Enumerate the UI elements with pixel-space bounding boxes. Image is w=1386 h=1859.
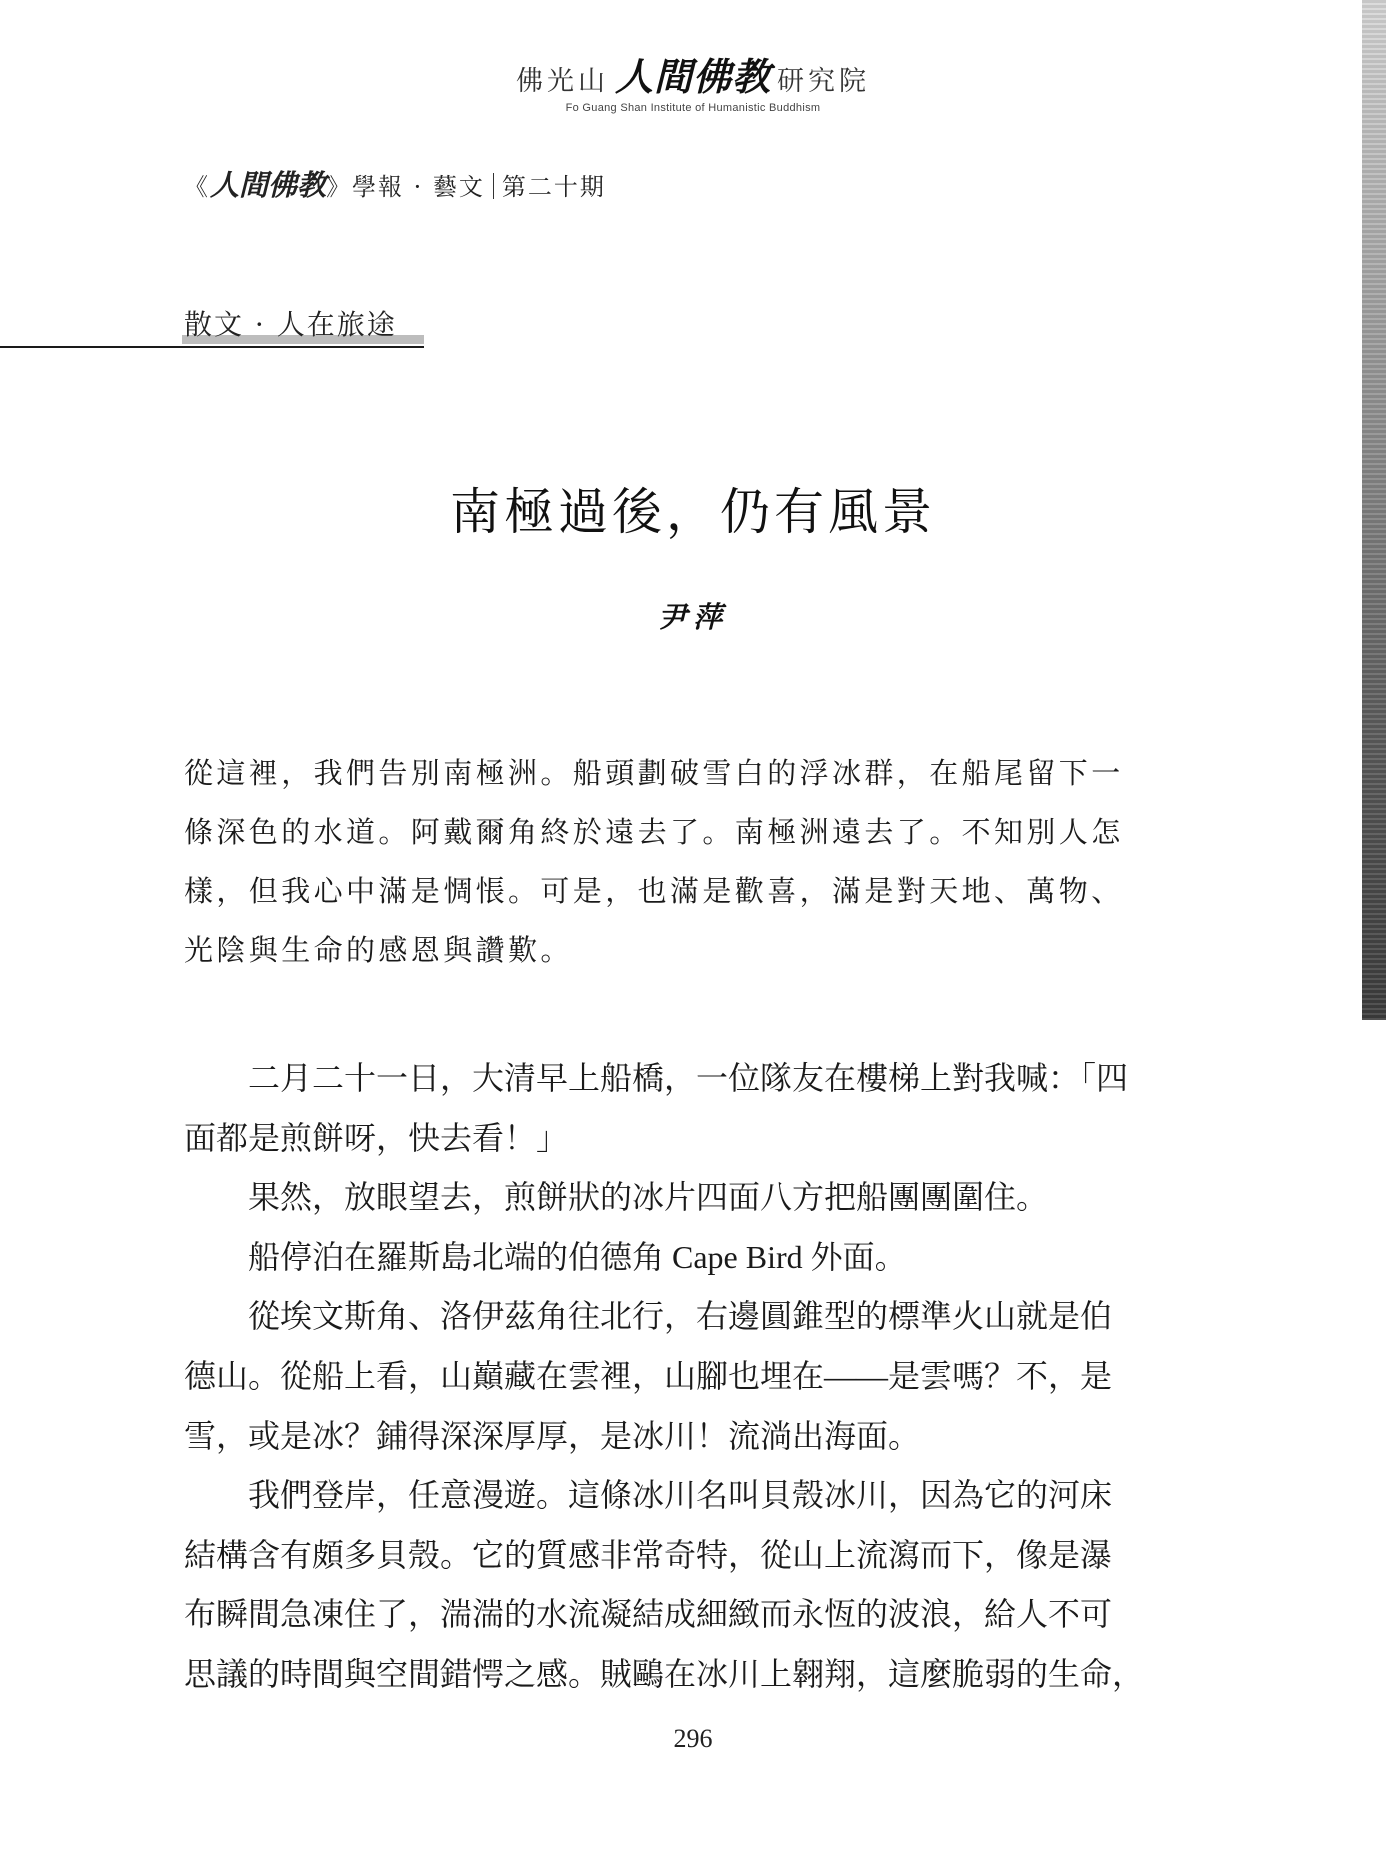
page-number: 296 <box>673 1724 713 1753</box>
body-line: 果然，放眼望去，煎餅狀的冰片四面八方把船團團圍住。 <box>248 1179 1049 1216</box>
institute-name <box>0 55 1386 99</box>
intro-line: 樣，但我心中滿是惆悵。可是，也滿是歡喜，滿是對天地、萬物、 <box>184 874 1124 908</box>
intro-line: 從這裡，我們告別南極洲。船頭劃破雪白的浮冰群，在船尾留下一 <box>184 756 1124 790</box>
journal-open-bracket: 《 <box>184 173 210 201</box>
body-line: 從埃文斯角、洛伊茲角往北行，右邊圓錐型的標準火山就是伯 <box>248 1298 1113 1335</box>
journal-name: 學報 · 藝文 <box>352 173 485 201</box>
section-rule <box>0 346 424 348</box>
intro-line: 條深色的水道。阿戴爾角終於遠去了。南極洲遠去了。不知別人怎 <box>184 815 1124 849</box>
journal-issue: 第二十期 <box>501 173 606 201</box>
article-body <box>184 1049 1184 1705</box>
body-line: 雪，或是冰？鋪得深深厚厚，是冰川！流淌出海面。 <box>184 1417 921 1454</box>
body-line: 結構含有頗多貝殼。它的質感非常奇特，從山上流瀉而下，像是瀑 <box>184 1536 1113 1573</box>
article-author: 尹萍 <box>657 600 728 634</box>
section-label: 散文 · 人在旅途 <box>184 308 397 341</box>
institute-english-name: Fo Guang Shan Institute of Humanistic Buddhism <box>565 102 821 114</box>
intro-paragraph <box>184 744 1184 980</box>
article-title: 南極過後，仍有風景 <box>450 483 936 541</box>
institute-suffix: 研究院 <box>777 66 870 97</box>
institute-logo: 人間佛教 <box>614 55 771 99</box>
body-line: 我們登岸，任意漫遊。這條冰川名叫貝殼冰川，因為它的河床 <box>248 1477 1113 1514</box>
body-line: 德山。從船上看，山巔藏在雲裡，山腳也埋在——是雲嗎？不，是 <box>184 1357 1113 1394</box>
body-line: 二月二十一日，大清早上船橋，一位隊友在樓梯上對我喊：「四 <box>248 1060 1129 1096</box>
intro-line: 光陰與生命的感恩與讚歎。 <box>184 933 573 967</box>
journal-divider <box>493 173 494 199</box>
body-line: 面都是煎餅呀，快去看！」 <box>184 1119 569 1156</box>
journal-close-bracket: 》 <box>326 173 353 201</box>
institute-prefix: 佛光山 <box>515 66 609 97</box>
body-line: 船停泊在羅斯島北端的伯德角 Cape Bird 外面。 <box>248 1238 907 1275</box>
body-line: 思議的時間與空間錯愕之感。賊鷗在冰川上翱翔，這麼脆弱的生命， <box>184 1655 1145 1692</box>
journal-header <box>184 163 606 204</box>
journal-logo: 人間佛教 <box>210 168 327 202</box>
institute-header <box>0 55 1386 114</box>
body-line: 布瞬間急凍住了，湍湍的水流凝結成細緻而永恆的波浪，給人不可 <box>184 1596 1113 1633</box>
